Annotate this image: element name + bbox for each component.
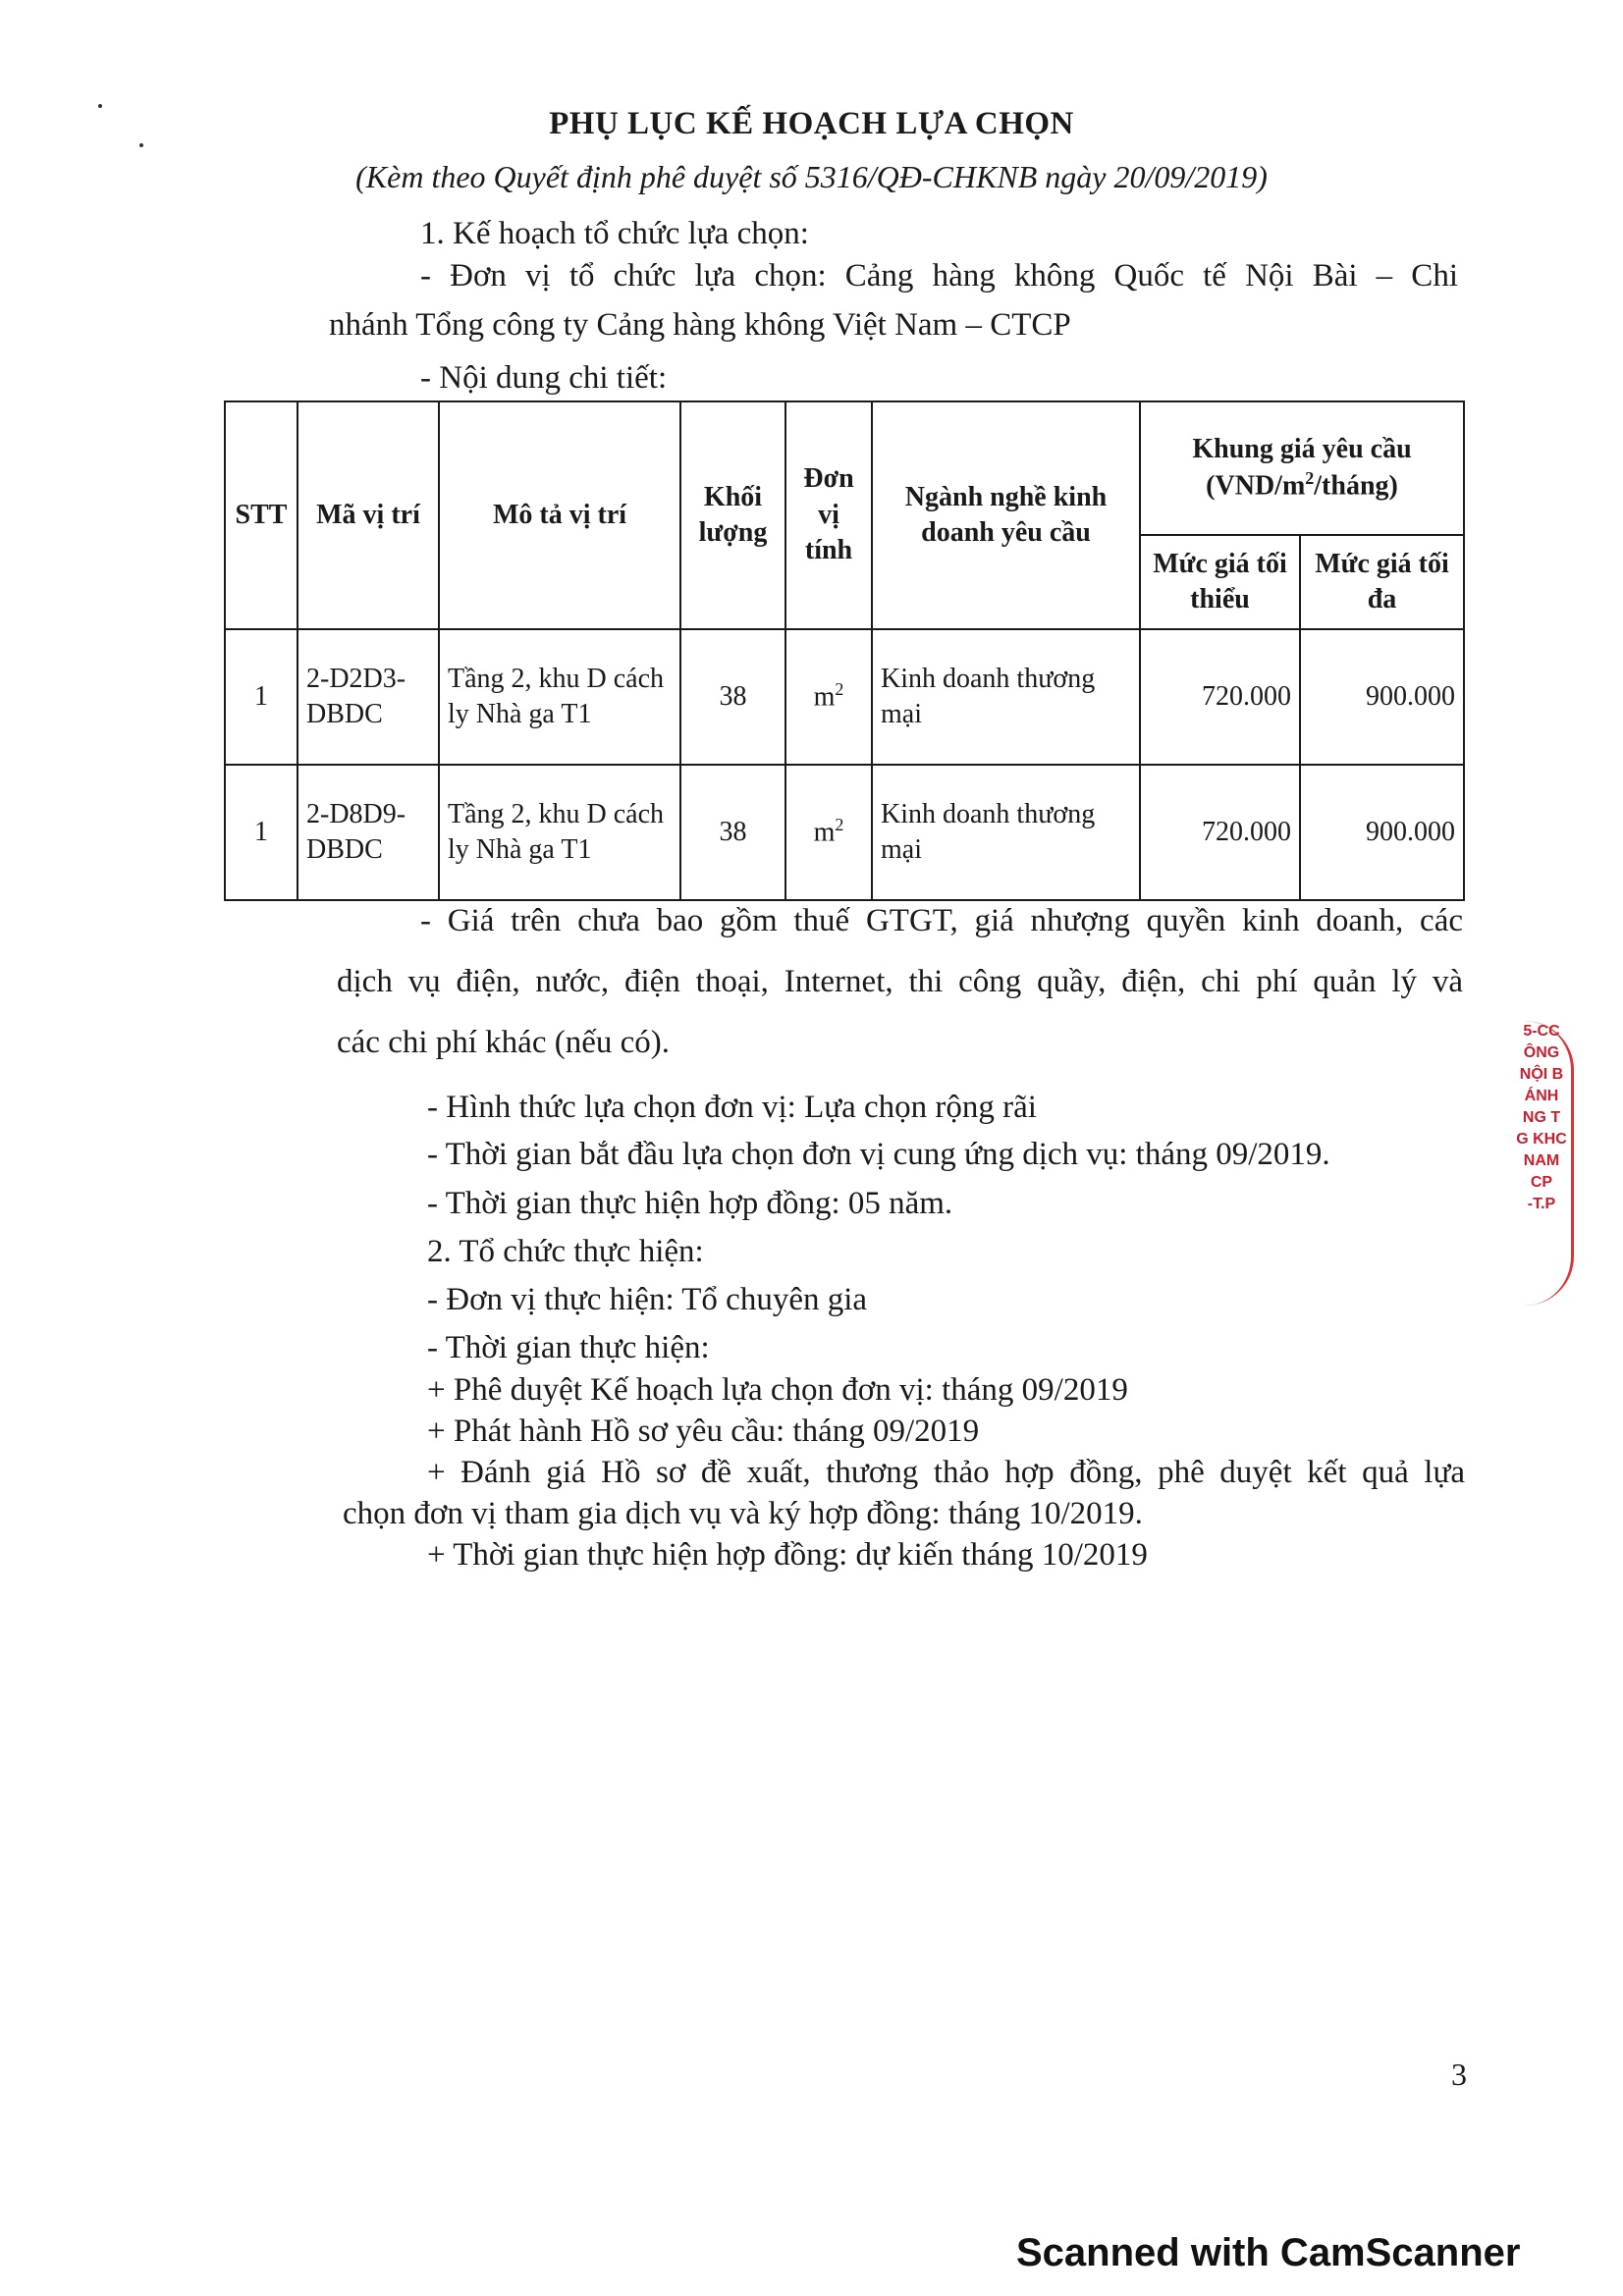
step-evaluate-line-1: + Đánh giá Hồ sơ đề xuất, thương thảo hợp đồng, phê duyệt kết quả lựa [427, 1455, 1465, 1490]
step-approve-plan: + Phê duyệt Kế hoạch lựa chọn đơn vị: tháng 09/2019 [427, 1372, 1128, 1408]
stamp-text: ÔNG [1523, 1044, 1560, 1061]
cell-qty: 38 [680, 765, 785, 900]
step-contract-time: + Thời gian thực hiện hợp đồng: dự kiến tháng 10/2019 [427, 1537, 1148, 1573]
document-title: PHỤ LỤC KẾ HOẠCH LỰA CHỌN [549, 106, 1074, 141]
unit-sup: 2 [835, 679, 844, 700]
price-note-line-3: các chi phí khác (nếu có). [337, 1025, 670, 1060]
stamp-text: CP [1530, 1174, 1553, 1191]
cell-qty: 38 [680, 629, 785, 765]
stamp-text: NG T [1522, 1109, 1561, 1126]
cell-desc: Tầng 2, khu D cách ly Nhà ga T1 [439, 765, 680, 900]
unit-base: m [813, 681, 836, 713]
contract-duration: - Thời gian thực hiện hợp đồng: 05 năm. [427, 1186, 953, 1221]
table-row [225, 765, 1464, 900]
cell-code: 2-D2D3-DBDC [298, 629, 439, 765]
price-note-line-2: dịch vụ điện, nước, điện thoại, Internet, thi công quầy, điện, chi phí quản lý và [337, 964, 1463, 999]
col-header-price-max: Mức giá tối đa [1300, 535, 1464, 629]
cell-stt: 1 [225, 629, 298, 765]
table-row [225, 629, 1464, 765]
step-issue-documents: + Phát hành Hồ sơ yêu cầu: tháng 09/2019 [427, 1414, 980, 1449]
price-note-line-1: - Giá trên chưa bao gồm thuế GTGT, giá nhượng quyền kinh doanh, các [420, 903, 1463, 938]
section1-heading: 1. Kế hoạch tổ chức lựa chọn: [420, 216, 809, 251]
col-header-code: Mã vị trí [298, 401, 439, 629]
cell-unit [785, 765, 872, 900]
scanner-watermark: Scanned with CamScanner [1016, 2231, 1521, 2274]
cell-code: 2-D8D9-DBDC [298, 765, 439, 900]
section2-heading: 2. Tổ chức thực hiện: [427, 1234, 704, 1269]
document-subtitle: (Kèm theo Quyết định phê duyệt số 5316/QĐ-CHKNB ngày 20/09/2019) [355, 159, 1268, 194]
cell-business: Kinh doanh thương mại [872, 629, 1140, 765]
cell-price-max: 900.000 [1300, 765, 1464, 900]
cell-price-min: 720.000 [1140, 629, 1300, 765]
executing-unit: - Đơn vị thực hiện: Tổ chuyên gia [427, 1282, 868, 1317]
stamp-text: 5-CC [1523, 1023, 1560, 1040]
selection-start-time: - Thời gian bắt đầu lựa chọn đơn vị cung ứng dịch vụ: tháng 09/2019. [427, 1137, 1330, 1172]
org-line-1: - Đơn vị tổ chức lựa chọn: Cảng hàng không Quốc tế Nội Bài – Chi [420, 258, 1458, 294]
cell-business: Kinh doanh thương mại [872, 765, 1140, 900]
col-header-qty: Khối lượng [680, 401, 785, 629]
stamp-text: G KHC [1516, 1131, 1567, 1148]
col-header-desc: Mô tả vị trí [439, 401, 680, 629]
stamp-text: ÁNH [1524, 1088, 1559, 1104]
selection-form: - Hình thức lựa chọn đơn vị: Lựa chọn rộng rãi [427, 1090, 1037, 1125]
col-header-unit: Đơn vị tính [785, 401, 872, 629]
unit-base: m [813, 817, 836, 848]
org-line-2: nhánh Tổng công ty Cảng hàng không Việt Nam – CTCP [329, 307, 1071, 343]
cell-price-min: 720.000 [1140, 765, 1300, 900]
scan-speck [139, 143, 143, 147]
page-number: 3 [1451, 2056, 1467, 2092]
stamp-text: NAM [1523, 1152, 1560, 1169]
cell-stt: 1 [225, 765, 298, 900]
execution-time-label: - Thời gian thực hiện: [427, 1330, 710, 1365]
col-header-business: Ngành nghề kinh doanh yêu cầu [872, 401, 1140, 629]
price-frame-sup: 2 [1305, 468, 1315, 489]
stamp-text: NỘI B [1519, 1066, 1564, 1083]
stamp-text: -T.P [1527, 1196, 1556, 1212]
price-table [224, 400, 1465, 901]
cell-unit [785, 629, 872, 765]
col-header-price-min: Mức giá tối thiểu [1140, 535, 1300, 629]
cell-desc: Tầng 2, khu D cách ly Nhà ga T1 [439, 629, 680, 765]
detail-label: - Nội dung chi tiết: [420, 360, 668, 396]
red-seal-stamp [1512, 1021, 1574, 1306]
price-frame-tail: /tháng) [1314, 470, 1398, 502]
col-header-stt: STT [225, 401, 298, 629]
cell-price-max: 900.000 [1300, 629, 1464, 765]
col-header-price-frame [1140, 401, 1464, 535]
unit-sup: 2 [835, 815, 844, 835]
step-evaluate-line-2: chọn đơn vị tham gia dịch vụ và ký hợp đồng: tháng 10/2019. [343, 1496, 1143, 1531]
price-frame-text: Khung giá yêu cầu (VND/m [1192, 433, 1412, 502]
